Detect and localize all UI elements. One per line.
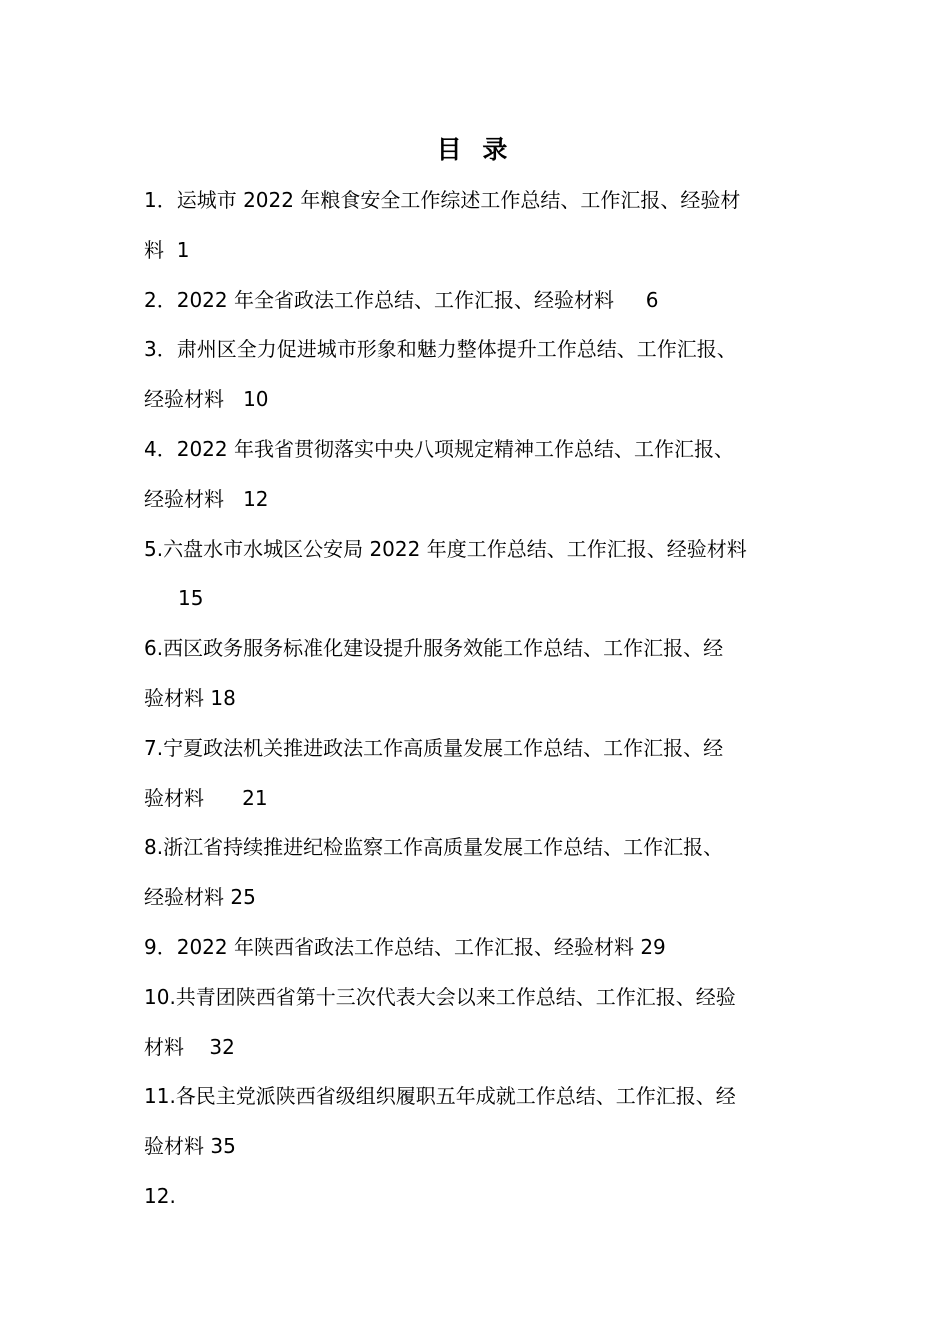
toc-line: 2．2022 年全省政法工作总结、工作汇报、经验材料 6	[144, 287, 659, 312]
toc-line: 11.各民主党派陕西省级组织履职五年成就工作总结、工作汇报、经	[144, 1084, 736, 1109]
toc-line: 料 1	[144, 237, 190, 262]
page-title: 目 录	[436, 135, 514, 164]
toc-line: 经验材料 12	[144, 486, 269, 511]
toc-line: 验材料 21	[144, 785, 268, 810]
toc-line: 6.西区政务服务标准化建设提升服务效能工作总结、工作汇报、经	[144, 636, 724, 661]
toc-line: 验材料 18	[144, 685, 236, 710]
toc-line: 验材料 35	[144, 1134, 236, 1159]
toc-line: 12.	[144, 1183, 176, 1208]
toc-line: 材料 32	[144, 1034, 235, 1059]
toc-line: 5.六盘水市水城区公安局 2022 年度工作总结、工作汇报、经验材料	[144, 536, 747, 561]
toc-line: 8.浙江省持续推进纪检监察工作高质量发展工作总结、工作汇报、	[144, 835, 724, 860]
toc-line: 1．运城市 2022 年粮食安全工作综述工作总结、工作汇报、经验材	[144, 188, 741, 212]
toc-line: 15	[178, 586, 204, 611]
toc-line: 10.共青团陕西省第十三次代表大会以来工作总结、工作汇报、经验	[144, 984, 736, 1009]
table-of-contents	[144, 176, 810, 1222]
toc-line: 经验材料 10	[144, 387, 269, 412]
toc-line: 9．2022 年陕西省政法工作总结、工作汇报、经验材料 29	[144, 934, 666, 959]
toc-line: 3．肃州区全力促进城市形象和魅力整体提升工作总结、工作汇报、	[144, 337, 737, 362]
toc-line: 4．2022 年我省贯彻落实中央八项规定精神工作总结、工作汇报、	[144, 436, 734, 461]
toc-line: 经验材料 25	[144, 885, 256, 910]
toc-line: 7.宁夏政法机关推进政法工作高质量发展工作总结、工作汇报、经	[144, 735, 724, 760]
